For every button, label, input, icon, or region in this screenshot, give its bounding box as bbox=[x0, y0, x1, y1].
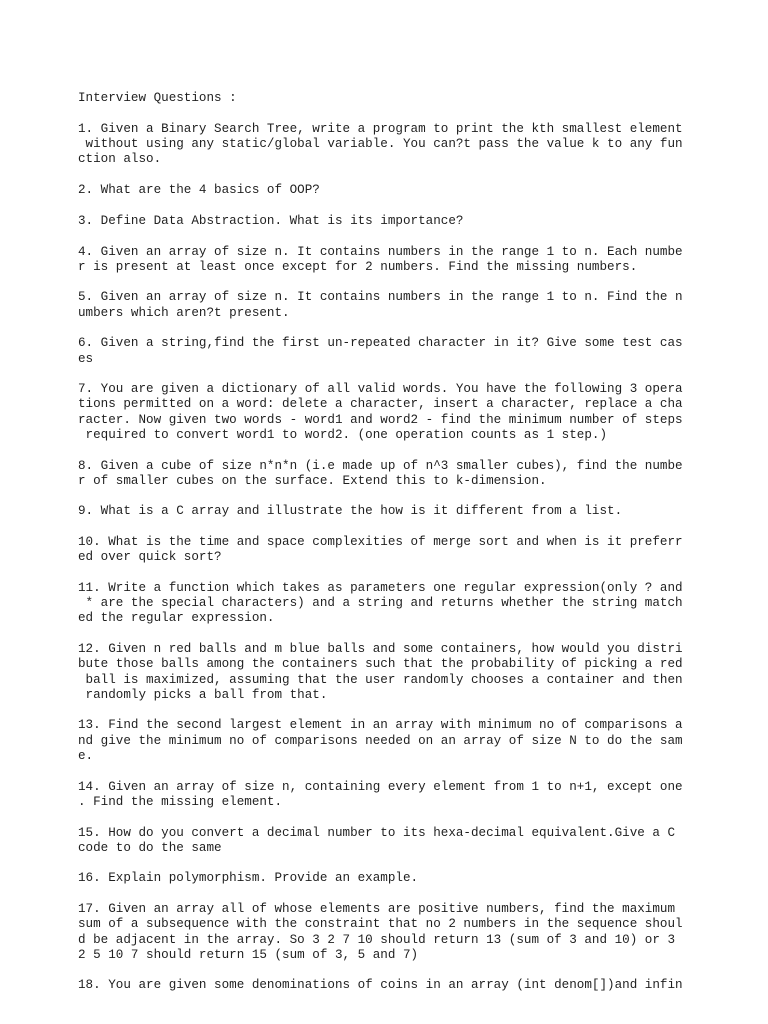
question-11: 11. Write a function which takes as parameters one regular expression(only ? and * are the special characters) and a string and returns whether the string match ed the regular expression. bbox=[78, 581, 683, 626]
question-3: 3. Define Data Abstraction. What is its importance? bbox=[78, 213, 464, 228]
question-12: 12. Given n red balls and m blue balls and some containers, how would you distri bute those balls among the containers such that the probability of picking a red ball is maximized, assuming that the user randomly chooses a container and then randomly picks a ball from that. bbox=[78, 642, 683, 702]
question-18: 18. You are given some denominations of coins in an array (int denom[])and infin bbox=[78, 978, 683, 993]
question-14: 14. Given an array of size n, containing every element from 1 to n+1, except one . Find the missing element. bbox=[78, 779, 683, 809]
question-10: 10. What is the time and space complexities of merge sort and when is it preferr ed over quick sort? bbox=[78, 535, 683, 565]
question-8: 8. Given a cube of size n*n*n (i.e made up of n^3 smaller cubes), find the numbe r of smaller cubes on the surface. Extend this to k-dimension. bbox=[78, 458, 683, 488]
question-5: 5. Given an array of size n. It contains numbers in the range 1 to n. Find the n umbers which aren?t present. bbox=[78, 290, 683, 320]
question-16: 16. Explain polymorphism. Provide an example. bbox=[78, 871, 419, 886]
question-9: 9. What is a C array and illustrate the how is it different from a list. bbox=[78, 504, 623, 519]
question-1: 1. Given a Binary Search Tree, write a program to print the kth smallest element without using any static/global variable. You can?t pass the value k to any fun ction also. bbox=[78, 122, 683, 167]
document-title: Interview Questions : bbox=[78, 91, 237, 105]
question-2: 2. What are the 4 basics of OOP? bbox=[78, 183, 320, 198]
question-6: 6. Given a string,find the first un-repeated character in it? Give some test cas es bbox=[78, 336, 683, 366]
question-15: 15. How do you convert a decimal number to its hexa-decimal equivalent.Give a C code to do the same bbox=[78, 825, 676, 855]
question-7: 7. You are given a dictionary of all valid words. You have the following 3 opera tions permitted on a word: delete a character, insert a character, replace a cha racter. Now given two words - word1 and word2 - find the minimum number of steps required to convert word1 to word2. (one operation counts as 1 step.) bbox=[78, 382, 683, 442]
question-13: 13. Find the second largest element in an array with minimum no of comparisons a nd give the minimum no of comparisons needed on an array of size N to do the sam e. bbox=[78, 718, 683, 763]
question-list bbox=[78, 122, 718, 1009]
question-17: 17. Given an array all of whose elements are positive numbers, find the maximum sum of a subsequence with the constraint that no 2 numbers in the sequence shoul d be adjacent in the array. So 3 2 7 10 should return 13 (sum of 3 and 10) or 3 2 5 10 7 should return 15 (sum of 3, 5 and 7) bbox=[78, 902, 683, 962]
question-4: 4. Given an array of size n. It contains numbers in the range 1 to n. Each numbe r is present at least once except for 2 numbers. Find the missing numbers. bbox=[78, 244, 683, 274]
